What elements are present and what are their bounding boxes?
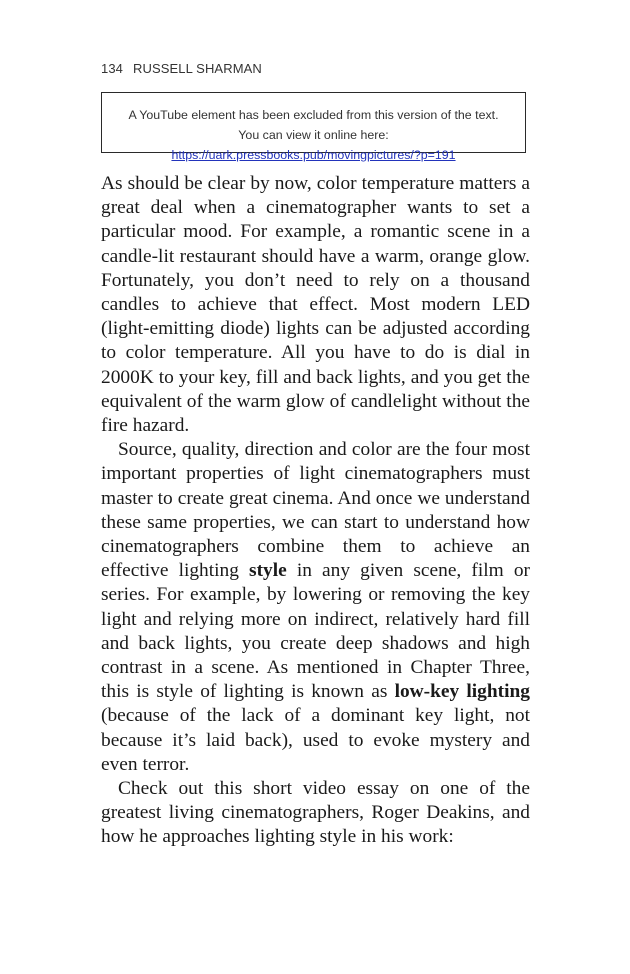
term-style: style [249, 560, 287, 582]
online-version-link[interactable]: https://uark.pressbooks.pub/movingpictures/?p=191 [171, 148, 456, 162]
paragraph-text: (because of the lack of a dominant key light, not because it’s laid back), used to evoke mystery and even terror. [101, 705, 530, 775]
paragraph-video-essay: Check out this short video essay on one of the greatest living cinematographers, Roger Deakins, and how he approaches lighting style in his work: [101, 778, 530, 848]
paragraph-text: Source, quality, direction and color are the four most important properties of light cinematographers must master to create great cinema. And once we understand these same properties, we can start to understand how cinematographers combine them to achieve an effective lighting [101, 439, 530, 582]
term-low-key-lighting: low-key lighting [394, 681, 530, 703]
body-text [101, 172, 530, 850]
paragraph-color-temperature: As should be clear by now, color temperature matters a great deal when a cinematographer wants to set a particular mood. For example, a romantic scene in a candle-lit restaurant should have a warm, orange glow. Fortunately, you don’t need to rely on a thousand candles to achieve that effect. Most modern LED (light-emitting diode) lights can be adjusted according to color temperature. All you have to do is dial in 2000K to your key, fill and back lights, and you get the equivalent of the warm glow of candlelight without the fire hazard. [101, 173, 530, 437]
paragraph-lighting-style [101, 438, 530, 777]
notice-text: A YouTube element has been excluded from this version of the text. You can view it online here: [128, 108, 499, 142]
author-name: RUSSELL SHARMAN [133, 61, 262, 76]
paragraph-text: in any given scene, film or series. For example, by lowering or removing the key light and relying more on indirect, relatively hard fill and back lights, you create deep shadows and high contrast in a scene. As mentioned in Chapter Three, this is style of lighting is known as [101, 560, 530, 703]
youtube-excluded-notice [101, 92, 526, 162]
running-head [101, 61, 262, 76]
page-number: 134 [101, 61, 123, 76]
